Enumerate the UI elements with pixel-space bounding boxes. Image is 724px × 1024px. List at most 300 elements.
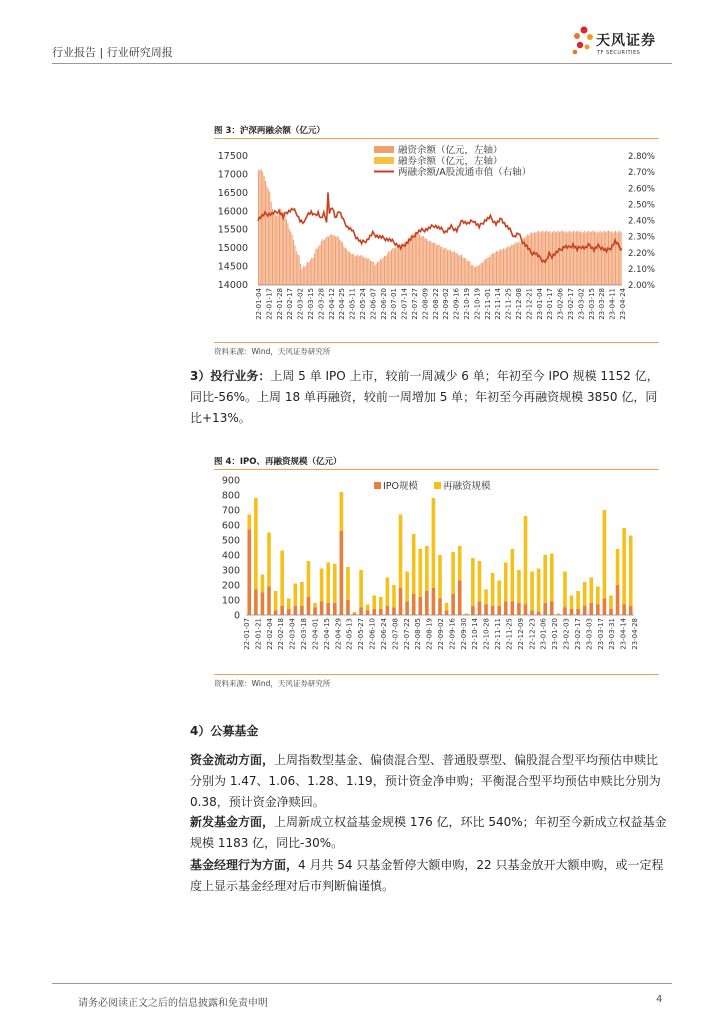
financing-bar <box>457 253 458 285</box>
section-title: 4）公募基金 <box>190 724 259 738</box>
x-tick-label: 22-06-10 <box>368 618 377 650</box>
financing-bar <box>394 249 395 285</box>
ipo-bar <box>609 609 613 615</box>
ipo-bar <box>418 597 422 615</box>
refinancing-bar <box>464 614 468 615</box>
x-tick-label: 22-08-05 <box>414 618 423 650</box>
legend-label: 融券余额（亿元，左轴） <box>398 156 503 167</box>
y-right-tick-label: 2.00% <box>628 281 656 291</box>
ipo-bar <box>511 602 515 616</box>
refinancing-bar <box>616 549 620 585</box>
ipo-bar <box>261 593 265 616</box>
refinancing-bar <box>497 581 501 607</box>
x-tick-label: 22-05-11 <box>348 288 357 320</box>
financing-bar <box>342 243 343 285</box>
ipo-bar <box>386 606 390 615</box>
footer-divider <box>52 983 672 984</box>
financing-bar <box>468 261 469 285</box>
new-fund-line2: 规模 1183 亿，同比-30%。 <box>190 836 344 850</box>
y-tick-label: 300 <box>221 565 240 577</box>
financing-bar <box>304 267 305 285</box>
financing-bar <box>259 170 260 285</box>
financing-bar <box>357 255 358 285</box>
financing-bar <box>261 169 262 285</box>
x-tick-label: 22-12-08 <box>515 288 523 320</box>
financing-bar <box>472 265 473 285</box>
y-tick-label: 400 <box>221 550 240 562</box>
refinancing-bar <box>583 582 587 606</box>
financing-bar <box>538 231 539 285</box>
ib-paragraph <box>190 366 670 429</box>
refinancing-bar <box>550 554 554 602</box>
legend-swatch <box>374 482 381 489</box>
x-tick-label: 23-04-14 <box>619 618 628 650</box>
financing-bar <box>280 209 281 285</box>
x-tick-label: 22-04-01 <box>311 618 320 650</box>
x-tick-label: 23-04-28 <box>631 618 639 650</box>
x-tick-label: 23-02-17 <box>573 618 582 650</box>
financing-bar <box>300 264 301 285</box>
x-tick-label: 22-10-19 <box>463 288 471 320</box>
y-left-tick-label: 14000 <box>217 280 248 291</box>
fund-flow-paragraph <box>190 750 670 813</box>
ipo-bar <box>432 588 436 615</box>
refinancing-bar <box>392 585 396 608</box>
financing-bar <box>455 253 456 285</box>
y-right-tick-label: 2.50% <box>628 200 656 211</box>
financing-bar <box>380 259 381 285</box>
ipo-bar <box>563 608 567 616</box>
x-tick-label: 22-02-18 <box>277 618 286 650</box>
financing-bar <box>310 260 311 285</box>
y-left-tick-label: 17500 <box>217 151 248 162</box>
financing-bar <box>601 232 602 285</box>
financing-bar <box>454 251 455 285</box>
financing-bar <box>447 250 448 285</box>
x-tick-label: 22-01-28 <box>275 288 284 320</box>
ipo-bar <box>346 600 350 615</box>
financing-bar <box>397 248 398 285</box>
ipo-bar <box>517 603 521 615</box>
financing-bar <box>346 249 347 285</box>
financing-bar <box>373 262 374 285</box>
x-tick-label: 22-11-14 <box>494 288 503 320</box>
financing-bar <box>422 236 423 285</box>
refinancing-bar <box>261 575 265 593</box>
refinancing-bar <box>326 563 330 604</box>
figure3-source: 资料来源：Wind，天风证券研究所 <box>214 347 331 356</box>
financing-bar <box>525 236 526 285</box>
financing-bar <box>558 231 559 285</box>
x-tick-label: 23-03-02 <box>577 288 586 320</box>
y-left-tick-label: 14500 <box>217 261 248 273</box>
financing-bar <box>359 256 360 285</box>
ipo-bar <box>300 606 304 615</box>
refinancing-bar <box>511 549 515 602</box>
x-tick-label: 22-05-27 <box>357 618 366 650</box>
financing-bar <box>569 231 570 285</box>
refinancing-bar <box>451 552 455 594</box>
y-right-tick-label: 2.10% <box>628 264 656 275</box>
financing-bar <box>565 231 566 285</box>
financing-bar <box>425 238 426 285</box>
financing-bar <box>530 234 531 285</box>
financing-bar <box>338 236 339 285</box>
figure3-caption: 图 3：沪深两融余额（亿元） <box>214 126 325 136</box>
refinancing-bar <box>267 533 271 587</box>
ipo-bar <box>576 609 580 615</box>
financing-bar <box>285 214 286 285</box>
y-right-tick-label: 2.20% <box>628 248 656 259</box>
ipo-bar <box>294 606 298 615</box>
x-tick-label: 22-01-07 <box>243 618 251 650</box>
y-tick-label: 500 <box>221 535 240 547</box>
ipo-bar <box>629 606 633 615</box>
x-tick-label: 23-04-11 <box>608 288 617 320</box>
financing-bar <box>443 249 444 285</box>
y-right-tick-label: 2.60% <box>628 184 656 195</box>
figure4-top-rule <box>214 469 659 470</box>
x-tick-label: 22-01-17 <box>265 288 274 320</box>
x-tick-label: 22-05-13 <box>345 618 354 650</box>
financing-bar <box>320 245 321 285</box>
financing-bar <box>502 250 503 285</box>
x-tick-label: 22-08-22 <box>431 288 440 320</box>
financing-bar <box>489 257 490 285</box>
financing-bar <box>432 243 433 285</box>
page-number: 4 <box>656 994 663 1005</box>
y-tick-label: 0 <box>233 610 240 622</box>
financing-bar <box>376 264 377 285</box>
financing-bar <box>264 176 265 285</box>
ipo-bar <box>458 581 462 616</box>
financing-bar <box>362 255 363 285</box>
financing-bar <box>402 244 403 285</box>
financing-bar <box>586 232 587 285</box>
refinancing-bar <box>458 546 462 581</box>
financing-bar <box>478 266 479 285</box>
x-tick-label: 23-03-17 <box>596 618 605 650</box>
refinancing-bar <box>543 555 547 603</box>
ipo-bar <box>425 591 429 615</box>
refinancing-bar <box>254 498 258 590</box>
financing-bar <box>587 232 588 285</box>
financing-bar <box>621 232 622 285</box>
financing-bar <box>437 245 438 285</box>
y-right-tick-label: 2.40% <box>628 216 656 227</box>
financing-bar <box>619 231 620 285</box>
financing-bar <box>584 231 585 285</box>
financing-bar <box>598 232 599 285</box>
financing-bar <box>458 255 459 285</box>
financing-bar <box>292 235 293 285</box>
x-tick-label: 22-03-15 <box>307 288 315 320</box>
y-tick-label: 800 <box>221 490 240 502</box>
financing-bar <box>481 263 482 285</box>
fund-flow-line3: 0.38，预计资金净赎回。 <box>190 795 325 809</box>
refinancing-bar <box>629 536 633 607</box>
financing-bar <box>483 261 484 285</box>
financing-bar <box>439 245 440 285</box>
financing-bar <box>475 267 476 285</box>
ipo-bar <box>583 606 587 615</box>
financing-bar <box>534 232 535 285</box>
ipo-bar <box>603 599 607 616</box>
figure4-caption: 图 4：IPO、再融资规模（亿元） <box>214 457 342 467</box>
financing-bar <box>467 261 468 285</box>
financing-bar <box>576 231 577 285</box>
refinancing-bar <box>557 614 561 615</box>
x-tick-label: 22-03-04 <box>288 618 297 650</box>
financing-bar <box>591 231 592 285</box>
financing-bar <box>573 231 574 285</box>
header-divider <box>52 63 672 64</box>
financing-bar <box>572 232 573 285</box>
ipo-bar <box>333 603 337 615</box>
financing-bar <box>303 266 304 285</box>
x-tick-label: 23-01-20 <box>551 618 560 650</box>
financing-bar <box>412 235 413 285</box>
financing-bar <box>580 231 581 285</box>
financing-bar <box>332 236 333 285</box>
financing-bar <box>390 252 391 285</box>
refinancing-bar <box>386 578 390 607</box>
financing-bar <box>595 231 596 285</box>
x-tick-label: 22-10-28 <box>482 618 491 650</box>
refinancing-bar <box>484 590 488 605</box>
financing-bar <box>496 251 497 285</box>
x-tick-label: 22-07-27 <box>411 288 419 320</box>
x-tick-label: 23-03-03 <box>585 618 594 650</box>
financing-bar <box>275 215 276 285</box>
financing-bar <box>272 209 273 285</box>
financing-bar <box>374 265 375 285</box>
financing-bar <box>504 249 505 285</box>
financing-bar <box>325 238 326 285</box>
x-tick-label: 23-01-06 <box>539 618 548 650</box>
ipo-bar <box>379 609 383 615</box>
financing-bar <box>276 216 277 285</box>
x-tick-label: 22-12-23 <box>528 618 537 650</box>
financing-bar <box>278 215 279 285</box>
margin-balance-chart <box>214 140 664 340</box>
financing-bar <box>506 248 507 285</box>
financing-bar <box>509 247 510 285</box>
x-tick-label: 22-09-16 <box>452 288 461 320</box>
financing-bar <box>503 248 504 285</box>
ipo-bar <box>359 608 363 616</box>
financing-bar <box>549 231 550 285</box>
y-right-tick-label: 2.30% <box>628 232 656 243</box>
financing-bar <box>279 212 280 285</box>
financing-bar <box>433 243 434 285</box>
ipo-bar <box>616 585 620 615</box>
financing-bar <box>339 240 340 285</box>
financing-bar <box>411 235 412 285</box>
financing-bar <box>307 262 308 285</box>
financing-bar <box>313 258 314 285</box>
financing-bar <box>404 242 405 285</box>
x-tick-label: 23-03-28 <box>598 288 607 320</box>
ipo-bar <box>530 611 534 616</box>
financing-bar <box>492 253 493 285</box>
financing-bar <box>369 259 370 285</box>
refinancing-bar <box>471 558 475 606</box>
ipo-bar <box>537 612 541 615</box>
financing-bar <box>488 257 489 285</box>
financing-bar <box>537 232 538 285</box>
x-tick-label: 22-04-12 <box>327 288 336 320</box>
ipo-bar <box>405 602 409 616</box>
refinancing-bar <box>313 603 317 608</box>
financing-bar <box>415 232 416 285</box>
financing-bar <box>500 249 501 285</box>
financing-bar <box>287 223 288 285</box>
refinancing-bar <box>438 555 442 599</box>
ipo-bar <box>313 608 317 616</box>
financing-bar <box>531 232 532 285</box>
ipo-bar <box>596 605 600 616</box>
financing-bar <box>567 232 568 285</box>
financing-bar <box>306 265 307 285</box>
x-tick-label: 22-04-29 <box>334 618 343 650</box>
x-tick-label: 22-04-15 <box>322 618 331 650</box>
x-tick-label: 23-01-17 <box>546 288 555 320</box>
financing-bar <box>398 247 399 285</box>
financing-bar <box>383 258 384 285</box>
y-tick-label: 200 <box>221 580 240 592</box>
refinancing-bar <box>432 498 436 588</box>
refinancing-bar <box>596 587 600 605</box>
financing-bar <box>294 245 295 285</box>
legend-swatch <box>374 157 394 164</box>
financing-bar <box>409 238 410 285</box>
financing-bar <box>341 241 342 285</box>
refinancing-bar <box>320 569 324 602</box>
x-tick-label: 22-02-04 <box>265 618 274 650</box>
refinancing-bar <box>372 596 376 610</box>
ipo-bar <box>622 605 626 616</box>
financing-bar <box>426 238 427 285</box>
x-tick-label: 22-08-19 <box>425 618 434 650</box>
financing-bar <box>321 241 322 285</box>
financing-bar <box>559 232 560 285</box>
financing-bar <box>416 232 417 285</box>
legend-swatch <box>434 482 441 489</box>
ipo-refinancing-chart <box>214 472 664 672</box>
x-tick-label: 22-06-24 <box>379 618 388 650</box>
financing-bar <box>395 247 396 285</box>
financing-bar <box>570 232 571 285</box>
financing-bar <box>297 254 298 285</box>
financing-bar <box>290 232 291 285</box>
financing-bar <box>378 261 379 285</box>
x-tick-label: 22-03-02 <box>296 288 305 320</box>
x-tick-label: 22-06-07 <box>369 288 378 320</box>
financing-bar <box>469 262 470 285</box>
financing-bar <box>364 257 365 285</box>
financing-bar <box>527 234 528 285</box>
x-tick-label: 22-04-25 <box>338 288 347 320</box>
financing-bar <box>486 259 487 285</box>
financing-bar <box>413 233 414 285</box>
financing-bar <box>535 233 536 285</box>
financing-bar <box>427 241 428 285</box>
financing-bar <box>581 233 582 285</box>
financing-bar <box>556 232 557 285</box>
financing-bar <box>360 255 361 285</box>
refinancing-bar <box>425 546 429 591</box>
financing-bar <box>348 251 349 285</box>
financing-bar <box>602 232 603 285</box>
financing-bar <box>485 259 486 285</box>
refinancing-bar <box>333 564 337 603</box>
financing-bar <box>318 246 319 285</box>
financing-bar <box>385 256 386 285</box>
refinancing-bar <box>274 591 278 611</box>
financing-bar <box>434 243 435 285</box>
ipo-bar <box>287 609 291 615</box>
financing-bar <box>607 231 608 285</box>
x-tick-label: 22-01-21 <box>254 618 263 650</box>
report-category: 行业报告 | 行业研究周报 <box>52 46 173 59</box>
financing-bar <box>514 244 515 285</box>
figure3-bottom-rule <box>214 342 659 343</box>
financing-bar <box>429 241 430 285</box>
ipo-bar <box>307 597 311 615</box>
manager-paragraph <box>190 855 670 897</box>
refinancing-bar <box>491 573 495 606</box>
x-tick-label: 22-07-01 <box>390 288 399 320</box>
financing-bar <box>495 252 496 285</box>
financing-bar <box>286 220 287 285</box>
refinancing-bar <box>504 563 508 602</box>
financing-bar <box>392 248 393 285</box>
financing-bar <box>366 258 367 285</box>
financing-bar <box>377 262 378 285</box>
figure4-bottom-rule <box>214 674 659 675</box>
refinancing-bar <box>280 551 284 607</box>
financing-bar <box>451 252 452 285</box>
financing-bar <box>609 232 610 285</box>
ipo-bar <box>340 531 344 615</box>
financing-bar <box>356 256 357 285</box>
financing-bar <box>479 265 480 285</box>
financing-bar <box>482 263 483 285</box>
ib-line2: 同比-56%。上周 18 单再融资，较前一周增加 5 单；年初至今再融资规模 3850 亿，同 <box>190 390 658 404</box>
x-tick-label: 22-09-02 <box>437 618 445 650</box>
refinancing-bar <box>366 605 370 611</box>
refinancing-bar <box>307 561 311 597</box>
refinancing-bar <box>353 612 357 614</box>
legend-label: 融资余额（亿元，左轴） <box>398 145 503 156</box>
x-tick-label: 23-03-31 <box>608 618 617 650</box>
financing-bar <box>363 258 364 285</box>
financing-bar <box>474 267 475 285</box>
x-tick-label: 22-05-24 <box>359 288 367 320</box>
refinancing-bar <box>405 572 409 602</box>
financing-bar <box>471 265 472 285</box>
financing-bar <box>401 245 402 285</box>
refinancing-bar <box>418 549 422 597</box>
x-tick-label: 22-11-25 <box>505 618 514 650</box>
ipo-bar <box>504 602 508 616</box>
new-fund-paragraph <box>190 812 670 854</box>
financing-bar <box>566 233 567 285</box>
financing-bar <box>328 237 329 285</box>
ipo-bar <box>471 606 475 615</box>
refinancing-bar <box>346 567 350 600</box>
